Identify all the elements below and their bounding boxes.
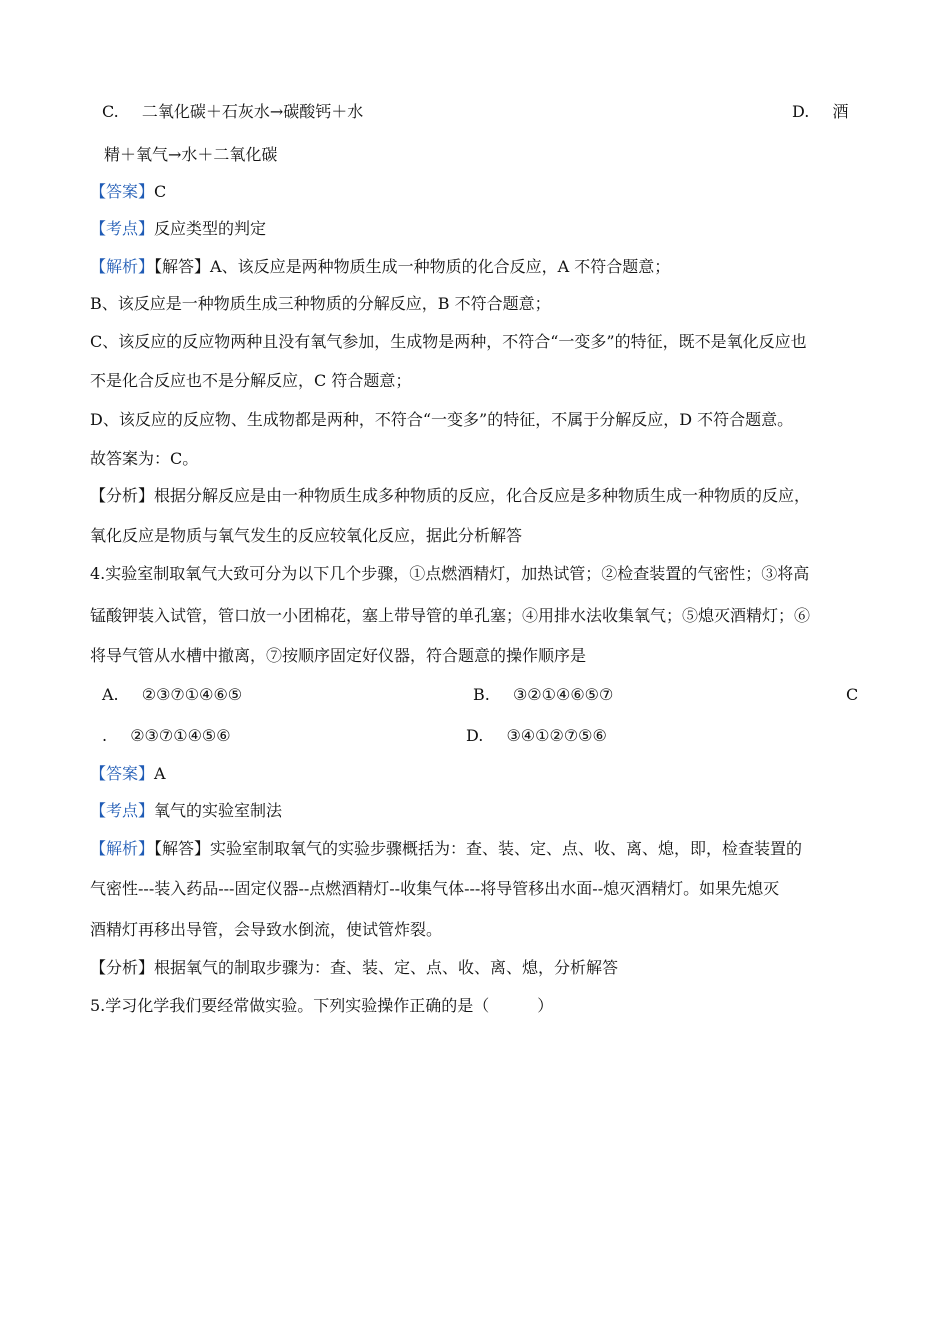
- kaodian-tag: 【考点】: [90, 801, 155, 820]
- q3-option-c-label: C.: [102, 102, 119, 121]
- q3-fenxi-line: 【分析】根据分解反应是由一种物质生成多种物质的反应，化合反应是多种物质生成一种物质的反应，: [90, 486, 811, 505]
- q4-stem-line: 4.实验室制取氧气大致可分为以下几个步骤，①点燃酒精灯，加热试管；②检查装置的气密性；③将高: [90, 564, 810, 583]
- q4-option-c: [102, 725, 231, 747]
- kaodian-value: 反应类型的判定: [154, 219, 267, 238]
- q4-option-b: [473, 684, 613, 706]
- jiexi-tag: 【解析】: [90, 257, 155, 276]
- q4-option-a-text: ②③⑦①④⑥⑤: [141, 685, 243, 704]
- q4-option-d: [466, 725, 607, 747]
- q5-stem: 5.学习化学我们要经常做实验。下列实验操作正确的是（ ）: [90, 996, 554, 1015]
- q4-option-a-label: A.: [102, 685, 119, 704]
- answer-value: A: [154, 764, 166, 783]
- q4-option-b-text: ③②①④⑥⑤⑦: [512, 685, 614, 704]
- q3-jiexi-line: [90, 256, 670, 278]
- q4-stem-line: 锰酸钾装入试管，管口放一小团棉花，塞上带导管的单孔塞；④用排水法收集氧气；⑤熄灭酒精灯；⑥: [90, 606, 811, 625]
- q4-option-d-text: ③④①②⑦⑤⑥: [506, 726, 607, 745]
- q3-kaodian: [90, 218, 266, 240]
- kaodian-tag: 【考点】: [90, 219, 155, 238]
- q4-jiexi-line: 酒精灯再移出导管，会导致水倒流，使试管炸裂。: [90, 920, 443, 939]
- jiexi-text: 【解答】实验室制取氧气的实验步骤概括为：查、装、定、点、收、离、熄，即，检查装置的: [154, 839, 803, 858]
- q4-answer: [90, 763, 166, 785]
- q3-jiexi-line: 故答案为：C。: [90, 449, 199, 468]
- q4-fenxi: 【分析】根据氧气的制取步骤为：查、装、定、点、收、离、熄，分析解答: [90, 958, 619, 977]
- q4-option-c-label-dot: .: [102, 726, 108, 745]
- q4-jiexi-line: [90, 838, 802, 860]
- q3-option-d-label: D.: [792, 102, 810, 121]
- jiexi-tag: 【解析】: [90, 839, 155, 858]
- q3-jiexi-line: B、该反应是一种物质生成三种物质的分解反应，B 不符合题意；: [90, 294, 551, 313]
- q3-jiexi-line: C、该反应的反应物两种且没有氧气参加，生成物是两种，不符合“一变多”的特征，既不是氧化反应也: [90, 332, 807, 351]
- q4-option-c-label: C: [846, 685, 859, 704]
- q3-option-c: [102, 101, 363, 123]
- answer-tag: 【答案】: [90, 182, 155, 201]
- q3-fenxi-line: 氧化反应是物质与氧气发生的反应较氧化反应，据此分析解答: [90, 526, 523, 545]
- q3-jiexi-line: 不是化合反应也不是分解反应，C 符合题意；: [90, 371, 412, 390]
- answer-tag: 【答案】: [90, 764, 155, 783]
- q3-option-d: [792, 101, 848, 123]
- kaodian-value: 氧气的实验室制法: [154, 801, 283, 820]
- answer-value: C: [154, 182, 167, 201]
- jiexi-text: 【解答】A、该反应是两种物质生成一种物质的化合反应，A 不符合题意；: [154, 257, 671, 276]
- q3-option-c-text: 二氧化碳＋石灰水→碳酸钙＋水: [141, 102, 364, 121]
- q4-option-c-text: ②③⑦①④⑤⑥: [130, 726, 231, 745]
- q3-answer: [90, 181, 166, 203]
- q3-jiexi-line: D、该反应的反应物、生成物都是两种，不符合“一变多”的特征，不属于分解反应，D 不符合题意。: [90, 410, 794, 429]
- q4-stem-line: 将导气管从水槽中撤离，⑦按顺序固定好仪器，符合题意的操作顺序是: [90, 646, 587, 665]
- q4-kaodian: [90, 800, 282, 822]
- q4-jiexi-line: 气密性---装入药品---固定仪器--点燃酒精灯--收集气体---将导管移出水面--熄灭酒精灯。如果先熄灭: [90, 879, 780, 898]
- q4-option-a: [102, 684, 242, 706]
- q4-option-b-label: B.: [473, 685, 490, 704]
- q3-option-d-continued: 精＋氧气→水＋二氧化碳: [104, 145, 278, 164]
- q3-option-d-text: 酒: [832, 102, 849, 121]
- q4-option-d-label: D.: [466, 726, 484, 745]
